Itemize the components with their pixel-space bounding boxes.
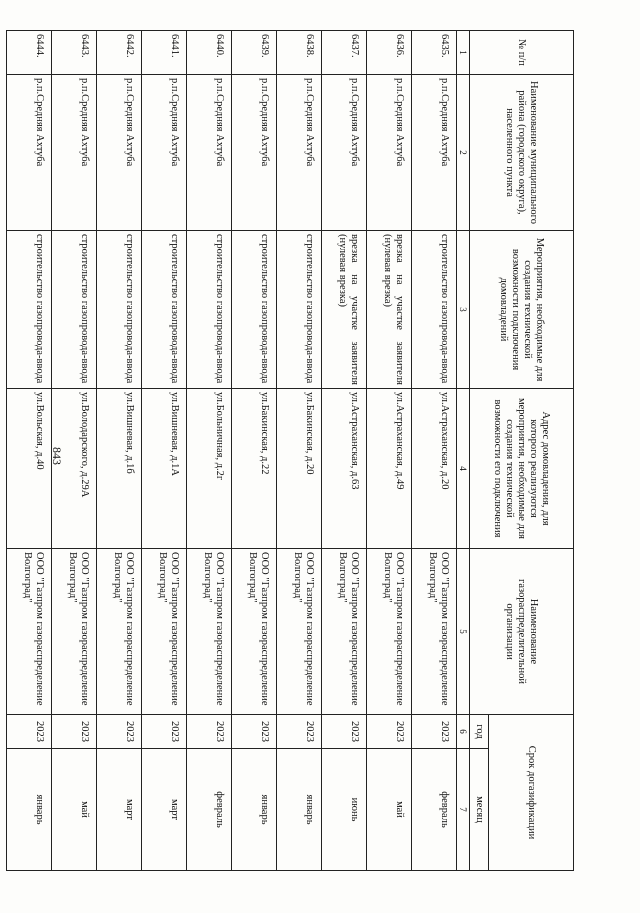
row-organization: ООО "Газпром газораспределение Волгоград" xyxy=(367,549,412,715)
row-address: ул.Володарского, д.29А xyxy=(52,389,97,549)
row-year: 2023 xyxy=(367,715,412,749)
row-number: 6441. xyxy=(142,31,187,75)
header-address: Адрес домовладения, для которого реализуются мероприятия, необходимые для создания технической возможности его подключения xyxy=(470,389,574,549)
column-number: 6 xyxy=(457,715,470,749)
table-row xyxy=(187,31,232,871)
row-organization: ООО "Газпром газораспределение Волгоград" xyxy=(232,549,277,715)
row-year: 2023 xyxy=(277,715,322,749)
row-place: р.п.Средняя Ахтуба xyxy=(277,75,322,231)
row-month: март xyxy=(142,749,187,871)
header-place: Наименование муниципального района (городского округа), населенного пункта xyxy=(470,75,574,231)
table-row xyxy=(412,31,457,871)
row-measure: строительство газопровода-ввода xyxy=(7,231,52,389)
row-measure: строительство газопровода-ввода xyxy=(97,231,142,389)
row-address: ул.Бакинская, д.22 xyxy=(232,389,277,549)
gasification-table xyxy=(6,30,574,871)
row-address: ул.Вишневая, д.1б xyxy=(97,389,142,549)
row-month: май xyxy=(52,749,97,871)
row-number: 6443. xyxy=(52,31,97,75)
row-year: 2023 xyxy=(187,715,232,749)
header-month: месяц xyxy=(470,749,489,871)
row-year: 2023 xyxy=(7,715,52,749)
header-number: № п/п xyxy=(470,31,574,75)
row-month: май xyxy=(367,749,412,871)
row-organization: ООО "Газпром газораспределение Волгоград" xyxy=(7,549,52,715)
row-month: март xyxy=(97,749,142,871)
row-address: ул.Вольская, д.40 xyxy=(7,389,52,549)
row-number: 6440. xyxy=(187,31,232,75)
row-address: ул.Астраханская, д.49 xyxy=(367,389,412,549)
header-measure: Мероприятия, необходимые для создания технической возможности подключения домовладений xyxy=(470,231,574,389)
row-address: ул.Больничная, д.2г xyxy=(187,389,232,549)
row-number: 6439. xyxy=(232,31,277,75)
row-number: 6436. xyxy=(367,31,412,75)
row-year: 2023 xyxy=(142,715,187,749)
row-place: р.п.Средняя Ахтуба xyxy=(97,75,142,231)
row-place: р.п.Средняя Ахтуба xyxy=(322,75,367,231)
row-address: ул.Бакинская, д.20 xyxy=(277,389,322,549)
row-place: р.п.Средняя Ахтуба xyxy=(412,75,457,231)
table-row xyxy=(7,31,52,871)
row-month: февраль xyxy=(412,749,457,871)
row-organization: ООО "Газпром газораспределение Волгоград" xyxy=(412,549,457,715)
row-measure: строительство газопровода-ввода xyxy=(277,231,322,389)
row-place: р.п.Средняя Ахтуба xyxy=(7,75,52,231)
row-measure: строительство газопровода-ввода xyxy=(232,231,277,389)
column-number: 7 xyxy=(457,749,470,871)
row-year: 2023 xyxy=(232,715,277,749)
row-organization: ООО "Газпром газораспределение Волгоград" xyxy=(322,549,367,715)
row-measure: врезка на участке заявителя (нулевая врезка) xyxy=(322,231,367,389)
row-year: 2023 xyxy=(52,715,97,749)
row-month: июнь xyxy=(322,749,367,871)
column-number: 3 xyxy=(457,231,470,389)
header-row xyxy=(489,31,574,871)
column-number-row xyxy=(457,31,470,871)
row-place: р.п.Средняя Ахтуба xyxy=(232,75,277,231)
row-organization: ООО "Газпром газораспределение Волгоград" xyxy=(142,549,187,715)
row-organization: ООО "Газпром газораспределение Волгоград" xyxy=(52,549,97,715)
table-row xyxy=(142,31,187,871)
header-term: Срок догазификации xyxy=(489,715,574,871)
column-number: 4 xyxy=(457,389,470,549)
row-number: 6442. xyxy=(97,31,142,75)
row-measure: строительство газопровода-ввода xyxy=(187,231,232,389)
row-place: р.п.Средняя Ахтуба xyxy=(52,75,97,231)
row-measure: строительство газопровода-ввода xyxy=(412,231,457,389)
table-row xyxy=(97,31,142,871)
table-row xyxy=(52,31,97,871)
row-number: 6435. xyxy=(412,31,457,75)
row-year: 2023 xyxy=(412,715,457,749)
row-month: январь xyxy=(277,749,322,871)
row-organization: ООО "Газпром газораспределение Волгоград" xyxy=(187,549,232,715)
row-organization: ООО "Газпром газораспределение Волгоград" xyxy=(277,549,322,715)
table-row xyxy=(232,31,277,871)
column-number: 2 xyxy=(457,75,470,231)
row-month: февраль xyxy=(187,749,232,871)
page-number: 843 xyxy=(50,447,64,465)
row-place: р.п.Средняя Ахтуба xyxy=(142,75,187,231)
column-number: 1 xyxy=(457,31,470,75)
row-year: 2023 xyxy=(322,715,367,749)
row-number: 6437. xyxy=(322,31,367,75)
row-address: ул.Астраханская, д.63 xyxy=(322,389,367,549)
table-row xyxy=(277,31,322,871)
row-month: январь xyxy=(232,749,277,871)
column-number: 5 xyxy=(457,549,470,715)
row-number: 6444. xyxy=(7,31,52,75)
row-organization: ООО "Газпром газораспределение Волгоград" xyxy=(97,549,142,715)
row-measure: врезка на участке заявителя (нулевая врезка) xyxy=(367,231,412,389)
header-organization: Наименование газораспределительной организации xyxy=(470,549,574,715)
header-year: год xyxy=(470,715,489,749)
row-number: 6438. xyxy=(277,31,322,75)
row-measure: строительство газопровода-ввода xyxy=(52,231,97,389)
table-row xyxy=(367,31,412,871)
row-address: ул.Астраханская, д.20 xyxy=(412,389,457,549)
table-row xyxy=(322,31,367,871)
row-place: р.п.Средняя Ахтуба xyxy=(367,75,412,231)
row-year: 2023 xyxy=(97,715,142,749)
row-place: р.п.Средняя Ахтуба xyxy=(187,75,232,231)
row-address: ул.Вишневая, д.1А xyxy=(142,389,187,549)
row-measure: строительство газопровода-ввода xyxy=(142,231,187,389)
row-month: январь xyxy=(7,749,52,871)
